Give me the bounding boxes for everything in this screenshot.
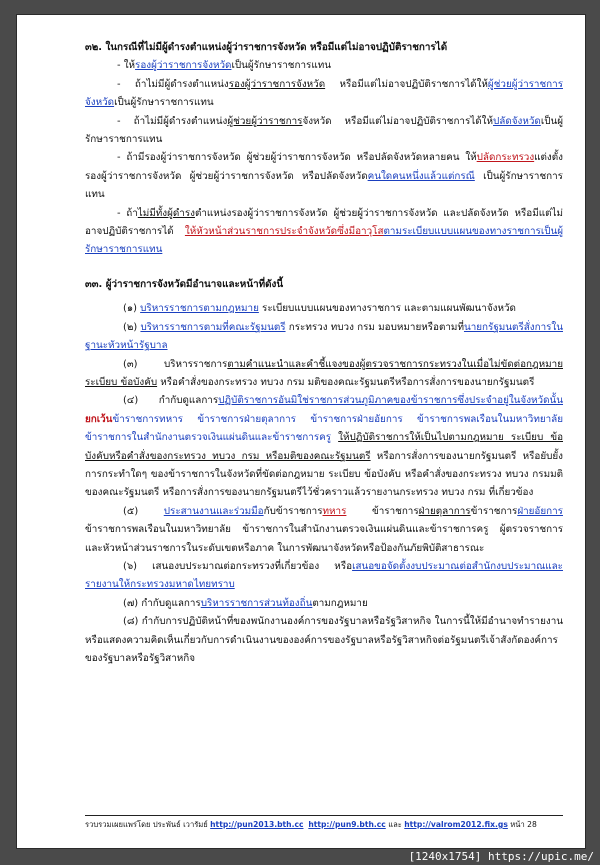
s33-item-5: (๕) ประสานงานและร่วมมือกับข้าราชการทหาร ข้าราชการฝ่ายตุลาการข้าราชการฝ่ายอัยการ ข้าราชการพลเรือนในมหาวิทยาลัย ข้าราชการในสำนักงานตรวจเงินแผ่นดินและข้าราชการครู ผู้ตรวจราชการและหัวหน้าส่วนราชการในระดับเขตหรือภาค ในการพัฒนาจังหวัดหรือป้องกันภัยพิบัติสาธารณะ: [85, 505, 563, 554]
s33-item-4: (๔) กำกับดูแลการปฏิบัติราชการอันมิใช่ราชการส่วนภูมิภาคของข้าราชการซึ่งประจำอยู่ในจังหวัดนั้น ยกเว้นข้าราชการทหาร ข้าราชการฝ่ายตุลาการ ข้าราชการฝ่ายอัยการ ข้าราชการพลเรือนในมหาวิทยาลัย ข้าราชการในสำนักงานตรวจเงินแผ่นดินและข้าราชการครู ให้ปฏิบัติราชการให้เป็นไปตามกฎหมาย ระเบียบ ข้อบังคับหรือคำสั่งของกระทรวง ทบวง กรม หรือมติของคณะรัฐมนตรี หรือการสั่งการของนายกรัฐมนตรี หรือยับยั้งการกระทำใดๆ ของข้าราชการในจังหวัดที่ขัดต่อกฎหมาย ระเบียบ ข้อบังคับ หรือคำสั่งของกระทรวง ทบวง กรมมติของคณะรัฐมนตรี หรือการสั่งการของนายกรัฐมนตรีไว้ชั่วคราวแล้วรายงานกระทรวง ทบวง กรม ที่เกี่ยวข้อง: [85, 395, 563, 499]
document-body: [85, 39, 563, 668]
footer-author: รวบรวมเผยแพร่โดย ประพันธ์ เวารัมย์: [85, 820, 211, 829]
s32-item-4: - ถ้ามีรองผู้ว่าราชการจังหวัด ผู้ช่วยผู้ว่าราชการจังหวัด หรือปลัดจังหวัดหลายคน ให้ปลัดกระทรวงแต่งตั้งรองผู้ว่าราชการจังหวัด ผู้ช่วยผู้ว่าราชการจังหวัด หรือปลัดจังหวัดคนใดคนหนึ่งแล้วแต่กรณี เป็นผู้รักษาราชการแทน: [85, 152, 563, 201]
s33-item-3: (๓) บริหารราชการตามคำแนะนำและคำชี้แจงของผู้ตรวจราชการกระทรวงในเมื่อไม่ขัดต่อกฎหมาย ระเบียบ ข้อบังคับ หรือคำสั่งของกระทรวง ทบวง กรม มติของคณะรัฐมนตรีหรือการสั่งการของนายกรัฐมนตรี: [85, 358, 563, 388]
s32-item-5: - ถ้าไม่มีทั้งผู้ดำรงตำแหน่งรองผู้ว่าราชการจังหวัด ผู้ช่วยผู้ว่าราชการจังหวัด และปลัดจังหวัด หรือมีแต่ไม่อาจปฏิบัติราชการได้ ให้หัวหน้าส่วนราชการประจำจังหวัดซึ่งมีอาวุโสตามระเบียบแบบแผนของทางราชการเป็นผู้รักษาราชการแทน: [85, 207, 563, 256]
footer-link-pun9[interactable]: http://pun9.bth.cc: [308, 820, 386, 829]
document-page: [16, 14, 586, 849]
image-watermark: [1240x1754] https://upic.me/: [408, 850, 594, 863]
s33-item-6: (๖) เสนองบประมาณต่อกระทรวงที่เกี่ยวข้อง หรือเสนอขอจัดตั้งงบประมาณต่อสำนักงบประมาณและรายงานให้กระทรวงมหาดไทยทราบ: [85, 560, 563, 591]
footer-link-pun2013[interactable]: http://pun2013.bth.cc: [210, 820, 304, 829]
s32-item-3: - ถ้าไม่มีผู้ดำรงตำแหน่งผู้ช่วยผู้ว่าราชการจังหวัด หรือมีแต่ไม่อาจปฏิบัติราชการได้ให้ปลัดจังหวัดเป็นผู้รักษาราชการแทน: [85, 115, 563, 146]
s33-item-2: (๒) บริหารราชการตามที่คณะรัฐมนตรี กระทรวง ทบวง กรม มอบหมายหรือตามที่นายกรัฐมนตรีสั่งการในฐานะหัวหน้ารัฐบาล: [85, 321, 563, 352]
s33-item-1: (๑) บริหารราชการตามกฎหมาย ระเบียบแบบแผนของทางราชการ และตามแผนพัฒนาจังหวัด: [123, 303, 516, 315]
s33-item-7: (๗) กำกับดูแลการบริหารราชการส่วนท้องถิ่นตามกฎหมาย: [123, 597, 368, 609]
footer-link-valrom[interactable]: http://valrom2012.fix.gs: [404, 820, 508, 829]
footer-and: และ: [385, 820, 405, 829]
s33-item-8: (๘) กำกับการปฏิบัติหน้าที่ของพนักงานองค์การของรัฐบาลหรือรัฐวิสาหกิจ ในการนี้ให้มีอำนาจทำรายงานหรือแสดงความคิดเห็นเกี่ยวกับการดำเนินงานขององค์การของรัฐบาลหรือรัฐวิสาหกิจต่อรัฐมนตรีเจ้าสังกัดองค์การของรัฐบาลหรือรัฐวิสาหกิจ: [85, 616, 563, 664]
footer-page-number: หน้า 28: [507, 820, 537, 829]
section-gap: [85, 260, 563, 276]
section-32-heading: ๓๒. ในกรณีที่ไม่มีผู้ดำรงตำแหน่งผู้ว่าราชการจังหวัด หรือมีแต่ไม่อาจปฏิบัติราชการได้: [85, 42, 448, 53]
s32-item-1: - ให้รองผู้ว่าราชการจังหวัดเป็นผู้รักษาราชการแทน: [117, 60, 331, 72]
page-footer: [85, 815, 563, 832]
s32-item-2: - ถ้าไม่มีผู้ดำรงตำแหน่งรองผู้ว่าราชการจังหวัด หรือมีแต่ไม่อาจปฏิบัติราชการได้ให้ผู้ช่วยผู้ว่าราชการจังหวัดเป็นผู้รักษาราชการแทน: [85, 78, 563, 109]
section-33-heading: ๓๓. ผู้ว่าราชการจังหวัดมีอำนาจและหน้าที่ดังนี้: [85, 278, 284, 290]
